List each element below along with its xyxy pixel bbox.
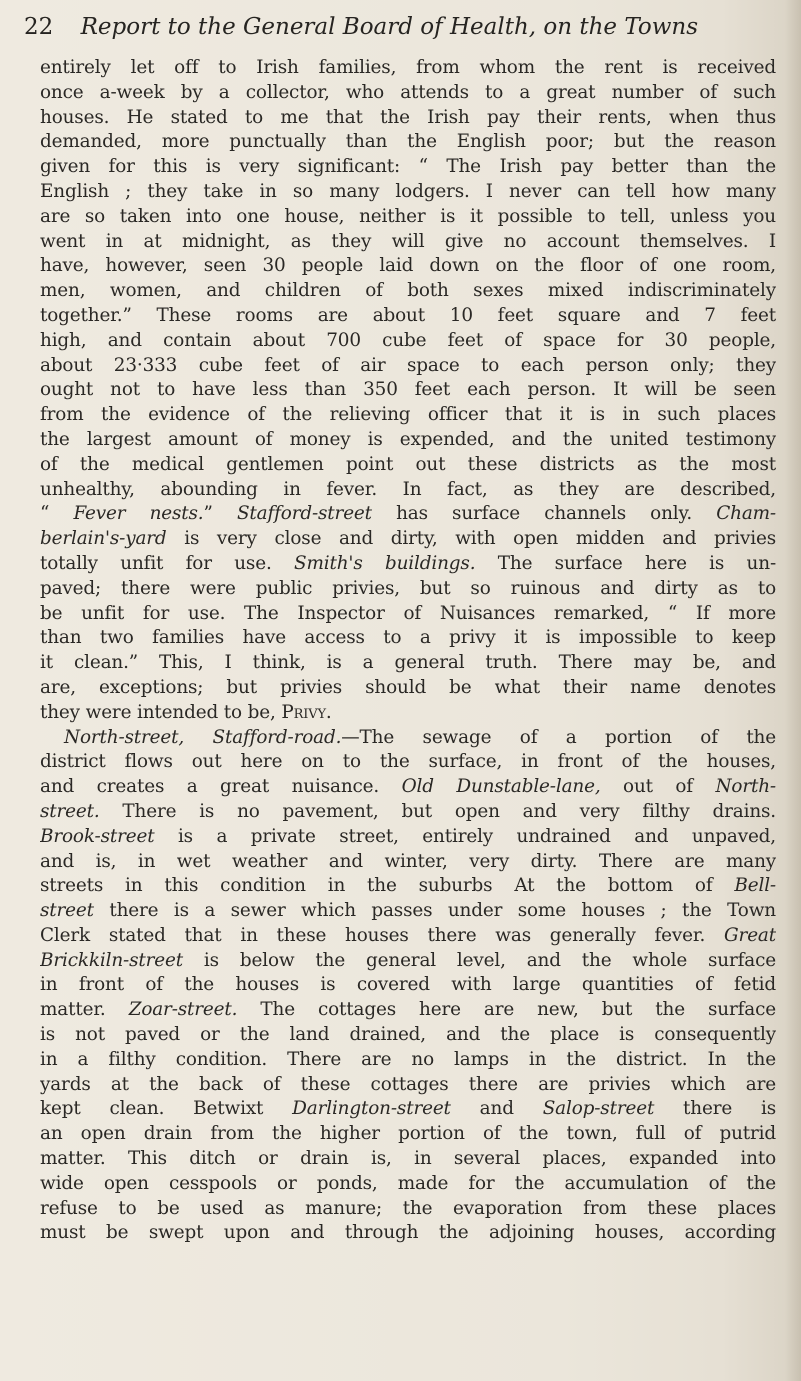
text-line	[40, 676, 776, 701]
text-segment: about 23·333 cube feet of air space to each person only; they	[40, 354, 776, 376]
text-line	[40, 1122, 776, 1147]
text-line	[40, 254, 776, 279]
line-text	[40, 875, 776, 896]
text-line	[40, 701, 776, 726]
italic-segment: Stafford-street	[236, 503, 372, 525]
line-text	[40, 131, 776, 152]
text-segment: wide open cesspools or ponds, made for the accumulation of the	[40, 1172, 776, 1194]
text-segment: “	[40, 503, 74, 525]
text-segment: district flows out here on to the surface, in front of the houses,	[40, 751, 776, 773]
text-segment: .	[325, 701, 332, 723]
text-segment: is a private street, entirely undrained and unpaved,	[154, 825, 776, 847]
text-segment: ”	[203, 503, 237, 525]
text-segment: kept clean. Betwixt	[40, 1098, 293, 1120]
italic-segment: Zoar-street.	[128, 999, 238, 1021]
line-text	[40, 429, 776, 450]
text-line	[40, 973, 776, 998]
page-header	[24, 14, 784, 44]
line-text	[40, 528, 776, 549]
line-text	[40, 1024, 776, 1045]
text-segment: in front of the houses is covered with large quantities of fetid	[40, 974, 776, 996]
line-text	[40, 255, 776, 276]
text-segment: The cottages here are new, but the surface	[237, 999, 776, 1021]
text-line	[40, 304, 776, 329]
line-text	[40, 379, 776, 400]
text-segment: men, women, and children of both sexes mixed indiscriminately	[40, 280, 776, 302]
text-line	[40, 998, 776, 1023]
line-text	[40, 355, 776, 376]
small-caps-segment: Privy	[281, 701, 326, 723]
line-text	[64, 727, 776, 748]
text-segment: and	[450, 1098, 543, 1120]
line-text	[40, 503, 776, 524]
text-segment: out of	[600, 776, 716, 798]
line-text	[40, 950, 776, 971]
line-text	[40, 330, 776, 351]
text-line	[40, 230, 776, 255]
line-text	[40, 404, 776, 425]
italic-segment: street.	[40, 800, 100, 822]
text-segment: is not paved or the land drained, and the place is consequently	[40, 1024, 776, 1046]
text-line	[40, 726, 776, 751]
text-segment: totally unfit for use.	[40, 552, 295, 574]
text-segment: matter.	[40, 999, 129, 1021]
text-segment: refuse to be used as manure; the evaporation from these places	[40, 1197, 776, 1219]
page-edge-shadow	[785, 0, 801, 1381]
text-segment: and is, in wet weather and winter, very dirty. There are many	[40, 850, 776, 872]
text-line	[40, 106, 776, 131]
text-line	[40, 130, 776, 155]
text-line	[40, 577, 776, 602]
text-segment: high, and contain about 700 cube feet of space for 30 people,	[40, 329, 776, 351]
text-segment: from the evidence of the relieving officer that it is in such places	[40, 404, 776, 426]
text-line	[40, 602, 776, 627]
text-line	[40, 775, 776, 800]
text-line	[40, 155, 776, 180]
text-line	[40, 527, 776, 552]
line-text	[40, 801, 776, 822]
text-line	[40, 180, 776, 205]
line-text	[40, 1123, 776, 1144]
text-line	[40, 1023, 776, 1048]
line-text	[40, 776, 776, 797]
line-text	[40, 851, 776, 872]
text-line	[40, 502, 776, 527]
page-number: 22	[24, 14, 54, 40]
line-text	[40, 156, 776, 177]
text-line	[40, 850, 776, 875]
text-line	[40, 651, 776, 676]
line-text	[40, 677, 776, 698]
line-text	[40, 999, 776, 1020]
text-line	[40, 403, 776, 428]
line-text	[40, 1098, 776, 1119]
text-line	[40, 1048, 776, 1073]
running-title: Report to the General Board of Health, on the Towns	[80, 14, 699, 40]
text-line	[40, 899, 776, 924]
text-segment: have, however, seen 30 people laid down on the floor of one room,	[40, 255, 776, 277]
italic-segment: Brook-street	[40, 825, 155, 847]
line-text	[40, 57, 776, 78]
text-segment: together.” These rooms are about 10 feet square and 7 feet	[40, 304, 776, 326]
text-line	[40, 949, 776, 974]
line-text	[40, 578, 776, 599]
text-segment: be unfit for use. The Inspector of Nuisances remarked, “ If more	[40, 602, 776, 624]
text-segment: and creates a great nuisance.	[40, 776, 402, 798]
line-text	[40, 900, 776, 921]
text-segment: entirely let off to Irish families, from whom the rent is received	[40, 57, 776, 78]
text-segment: demanded, more punctually than the English poor; but the reason	[40, 131, 776, 153]
text-segment: —The sewage of a portion of the	[341, 726, 776, 748]
italic-segment: Old Dunstable-lane,	[401, 776, 601, 798]
italic-segment: Cham-	[716, 503, 776, 525]
line-text	[40, 1148, 776, 1169]
line-text	[40, 305, 776, 326]
italic-segment: Darlington-street	[292, 1098, 451, 1120]
text-line	[40, 825, 776, 850]
text-line	[40, 81, 776, 106]
line-text	[40, 1198, 776, 1219]
text-segment: The surface here is un-	[475, 552, 776, 574]
line-text	[40, 553, 776, 574]
text-segment: paved; there were public privies, but so ruinous and dirty as to	[40, 577, 776, 599]
text-segment: is below the general level, and the whole surface	[182, 949, 776, 971]
text-line	[40, 428, 776, 453]
text-line	[40, 478, 776, 503]
text-line	[40, 56, 776, 81]
text-segment: they were intended to be,	[40, 701, 282, 723]
text-line	[40, 626, 776, 651]
line-text	[40, 925, 776, 946]
text-line	[40, 205, 776, 230]
text-line	[40, 874, 776, 899]
text-segment: matter. This ditch or drain is, in several places, expanded into	[40, 1148, 776, 1170]
text-line	[40, 354, 776, 379]
italic-segment: Brickkiln-street	[40, 949, 183, 971]
line-text	[40, 231, 776, 252]
text-segment: went in at midnight, as they will give no account themselves. I	[40, 230, 776, 252]
italic-segment: Fever nests.	[73, 503, 204, 525]
line-text	[40, 479, 776, 500]
text-line	[40, 1097, 776, 1122]
text-segment: streets in this condition in the suburbs At the bottom of	[40, 875, 735, 897]
text-line	[40, 750, 776, 775]
text-segment: must be swept upon and through the adjoining houses, according	[40, 1222, 776, 1244]
text-segment: there is a sewer which passes under some houses ; the Town	[93, 900, 776, 922]
text-segment: yards at the back of these cottages there are privies which are	[40, 1073, 776, 1095]
italic-segment: North-	[715, 776, 776, 798]
text-segment: ought not to have less than 350 feet each person. It will be seen	[40, 379, 776, 401]
line-text	[40, 603, 776, 624]
line-text	[40, 652, 776, 673]
italic-segment: berlain's-yard	[40, 528, 167, 550]
line-text	[40, 1173, 776, 1194]
italic-segment: Great	[724, 924, 776, 946]
text-segment: the largest amount of money is expended, and the united testimony	[40, 428, 776, 450]
italic-segment: Salop-street	[542, 1098, 655, 1120]
body-text	[40, 56, 776, 1246]
italic-segment: Bell-	[734, 875, 776, 897]
text-segment: in a filthy condition. There are no lamps in the district. In the	[40, 1048, 776, 1070]
line-text	[40, 107, 776, 128]
text-segment: there is	[654, 1098, 776, 1120]
text-segment: houses. He stated to me that the Irish pay their rents, when thus	[40, 106, 776, 128]
text-segment: an open drain from the higher portion of the town, full of putrid	[40, 1123, 776, 1145]
text-segment: unhealthy, abounding in fever. In fact, as they are described,	[40, 478, 776, 500]
text-segment: There is no pavement, but open and very filthy drains.	[99, 800, 776, 822]
italic-segment: Smith's buildings.	[294, 552, 476, 574]
italic-segment: North-street, Stafford-road.	[64, 726, 342, 748]
text-segment: once a-week by a collector, who attends to a great number of such	[40, 81, 776, 103]
text-segment: are so taken into one house, neither is it possible to tell, unless you	[40, 205, 776, 227]
text-line	[40, 1221, 776, 1246]
text-segment: is very close and dirty, with open midden and privies	[166, 528, 776, 550]
line-text	[40, 1222, 776, 1243]
text-segment: than two families have access to a privy it is impossible to keep	[40, 627, 776, 649]
text-line	[40, 279, 776, 304]
line-text	[40, 454, 776, 475]
text-line	[40, 1172, 776, 1197]
text-line	[40, 800, 776, 825]
text-segment: it clean.” This, I think, is a general truth. There may be, and	[40, 652, 776, 674]
text-segment: given for this is very significant: “ The Irish pay better than the	[40, 156, 776, 178]
text-segment: has surface channels only.	[371, 503, 717, 525]
line-text	[40, 702, 332, 723]
text-line	[40, 453, 776, 478]
line-text	[40, 181, 776, 202]
text-line	[40, 924, 776, 949]
line-text	[40, 206, 776, 227]
text-line	[40, 1147, 776, 1172]
text-segment: Clerk stated that in these houses there was generally fever.	[40, 924, 725, 946]
text-line	[40, 1197, 776, 1222]
line-text	[40, 82, 776, 103]
text-line	[40, 378, 776, 403]
text-line	[40, 1073, 776, 1098]
text-line	[40, 329, 776, 354]
line-text	[40, 1049, 776, 1070]
line-text	[40, 974, 776, 995]
italic-segment: street	[40, 900, 94, 922]
line-text	[40, 280, 776, 301]
line-text	[40, 751, 776, 772]
text-segment: are, exceptions; but privies should be what their name denotes	[40, 676, 776, 698]
line-text	[40, 627, 776, 648]
text-segment: English ; they take in so many lodgers. I never can tell how many	[40, 180, 776, 202]
line-text	[40, 826, 776, 847]
text-line	[40, 552, 776, 577]
text-segment: of the medical gentlemen point out these districts as the most	[40, 453, 776, 475]
line-text	[40, 1074, 776, 1095]
